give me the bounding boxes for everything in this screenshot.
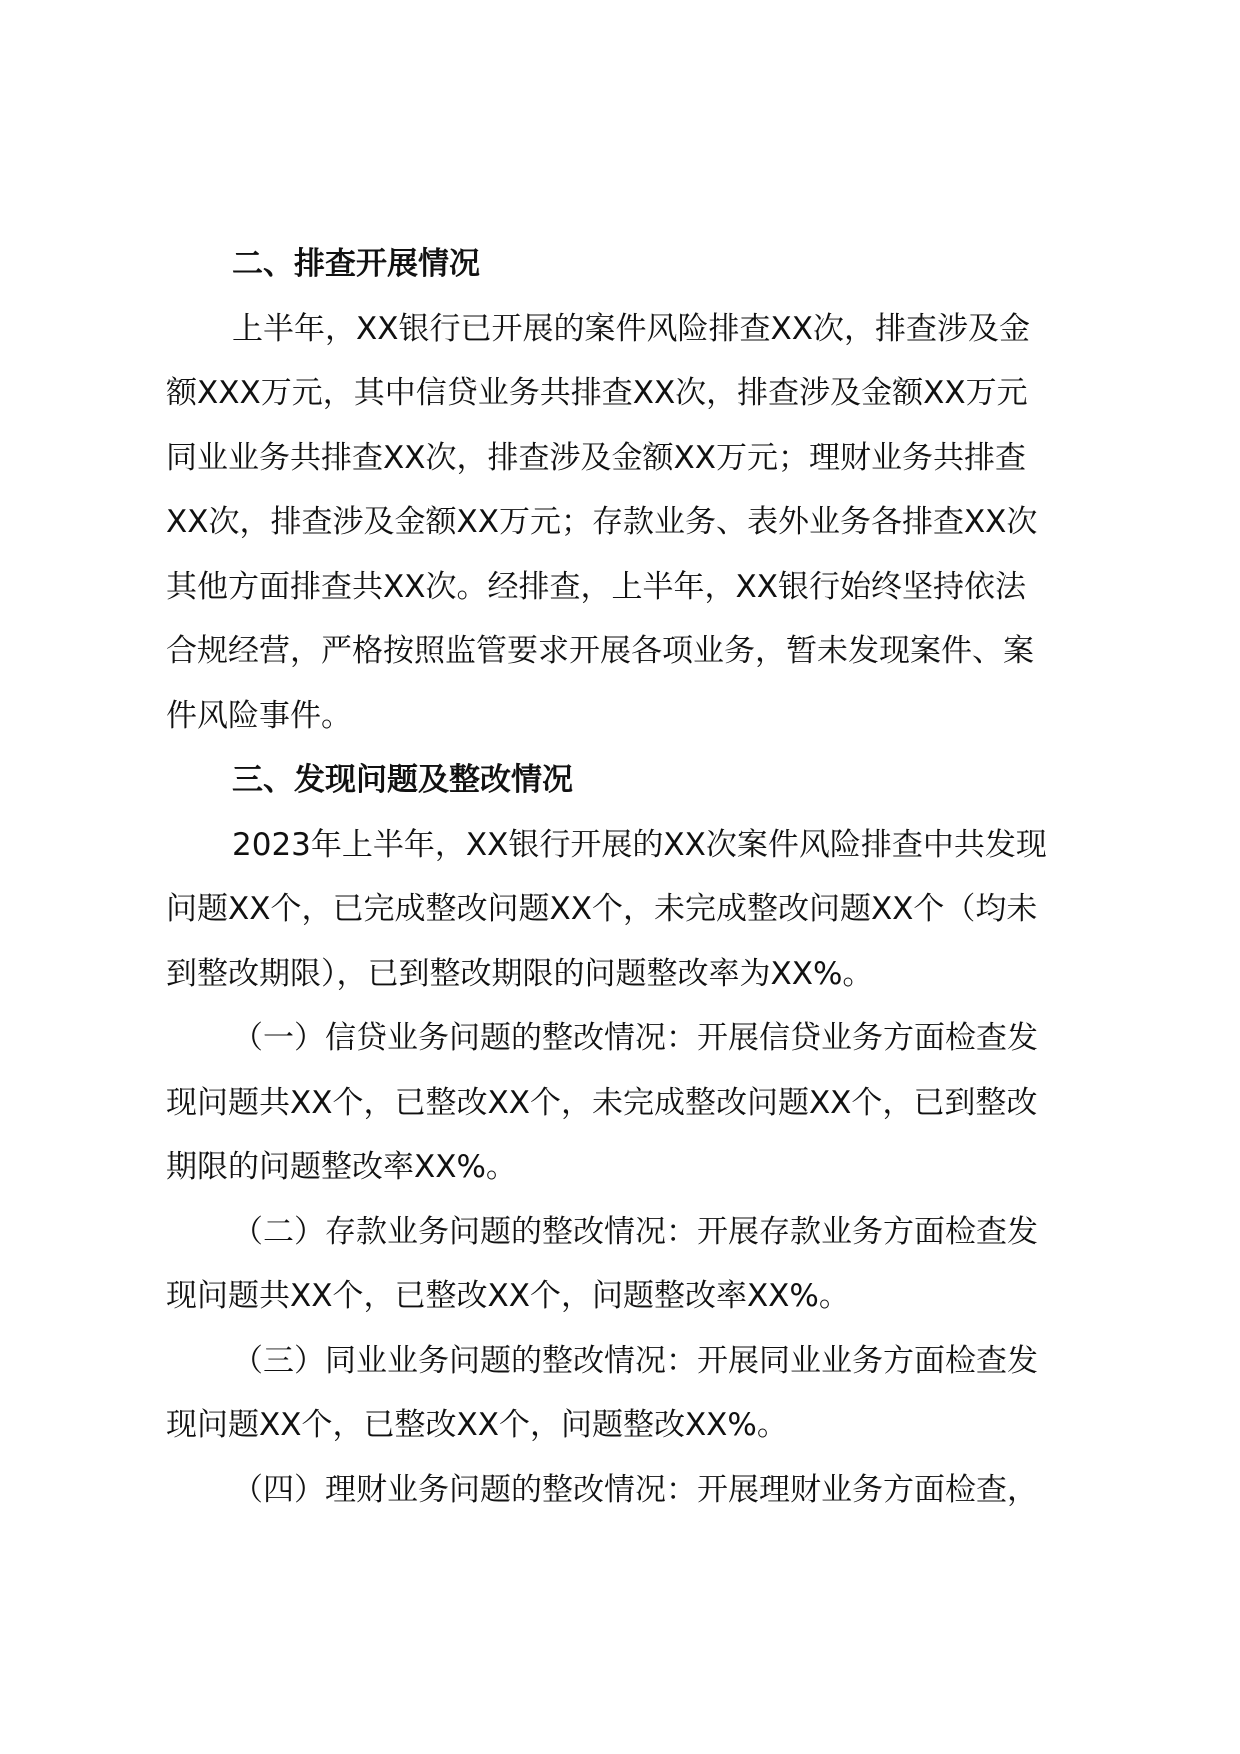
paragraph-line: 合规经营，严格按照监管要求开展各项业务，暂未发现案件、案 — [166, 633, 1034, 669]
paragraph-line: （一）信贷业务问题的整改情况：开展信贷业务方面检查发 — [232, 1020, 1038, 1056]
paragraph-line: 上半年，XX银行已开展的案件风险排查XX次，排查涉及金 — [232, 310, 1030, 347]
paragraph-line: 现问题XX个，已整改XX个，问题整改XX%。 — [166, 1407, 788, 1443]
document-body — [166, 232, 1101, 1522]
section-heading-investigation: 二、排查开展情况 — [232, 246, 480, 282]
paragraph-line: 现问题共XX个，已整改XX个，问题整改率XX%。 — [166, 1278, 850, 1314]
paragraph-line: （三）同业业务问题的整改情况：开展同业业务方面检查发 — [232, 1342, 1038, 1379]
paragraph-line: 额XXX万元，其中信贷业务共排查XX次，排查涉及金额XX万元 — [166, 375, 1028, 411]
paragraph-line: 到整改期限），已到整改期限的问题整改率为XX%。 — [166, 955, 874, 992]
paragraph-line: 其他方面排查共XX次。经排查，上半年，XX银行始终坚持依法 — [166, 568, 1026, 605]
section-heading-rectification: 三、发现问题及整改情况 — [232, 762, 573, 798]
paragraph-line: XX次，排查涉及金额XX万元；存款业务、表外业务各排查XX次 — [166, 504, 1038, 540]
paragraph-line: 件风险事件。 — [166, 697, 352, 734]
paragraph-line: 期限的问题整改率XX%。 — [166, 1149, 517, 1185]
paragraph-line: 现问题共XX个，已整改XX个，未完成整改问题XX个，已到整改 — [166, 1084, 1038, 1121]
paragraph-line: 同业业务共排查XX次，排查涉及金额XX万元；理财业务共排查 — [166, 439, 1026, 476]
paragraph-line: （四）理财业务问题的整改情况：开展理财业务方面检查， — [232, 1471, 1038, 1508]
paragraph-line: 问题XX个，已完成整改问题XX个，未完成整改问题XX个（均未 — [166, 891, 1038, 927]
paragraph-line: 2023年上半年，XX银行开展的XX次案件风险排查中共发现 — [232, 826, 1047, 863]
paragraph-line: （二）存款业务问题的整改情况：开展存款业务方面检查发 — [232, 1213, 1038, 1250]
